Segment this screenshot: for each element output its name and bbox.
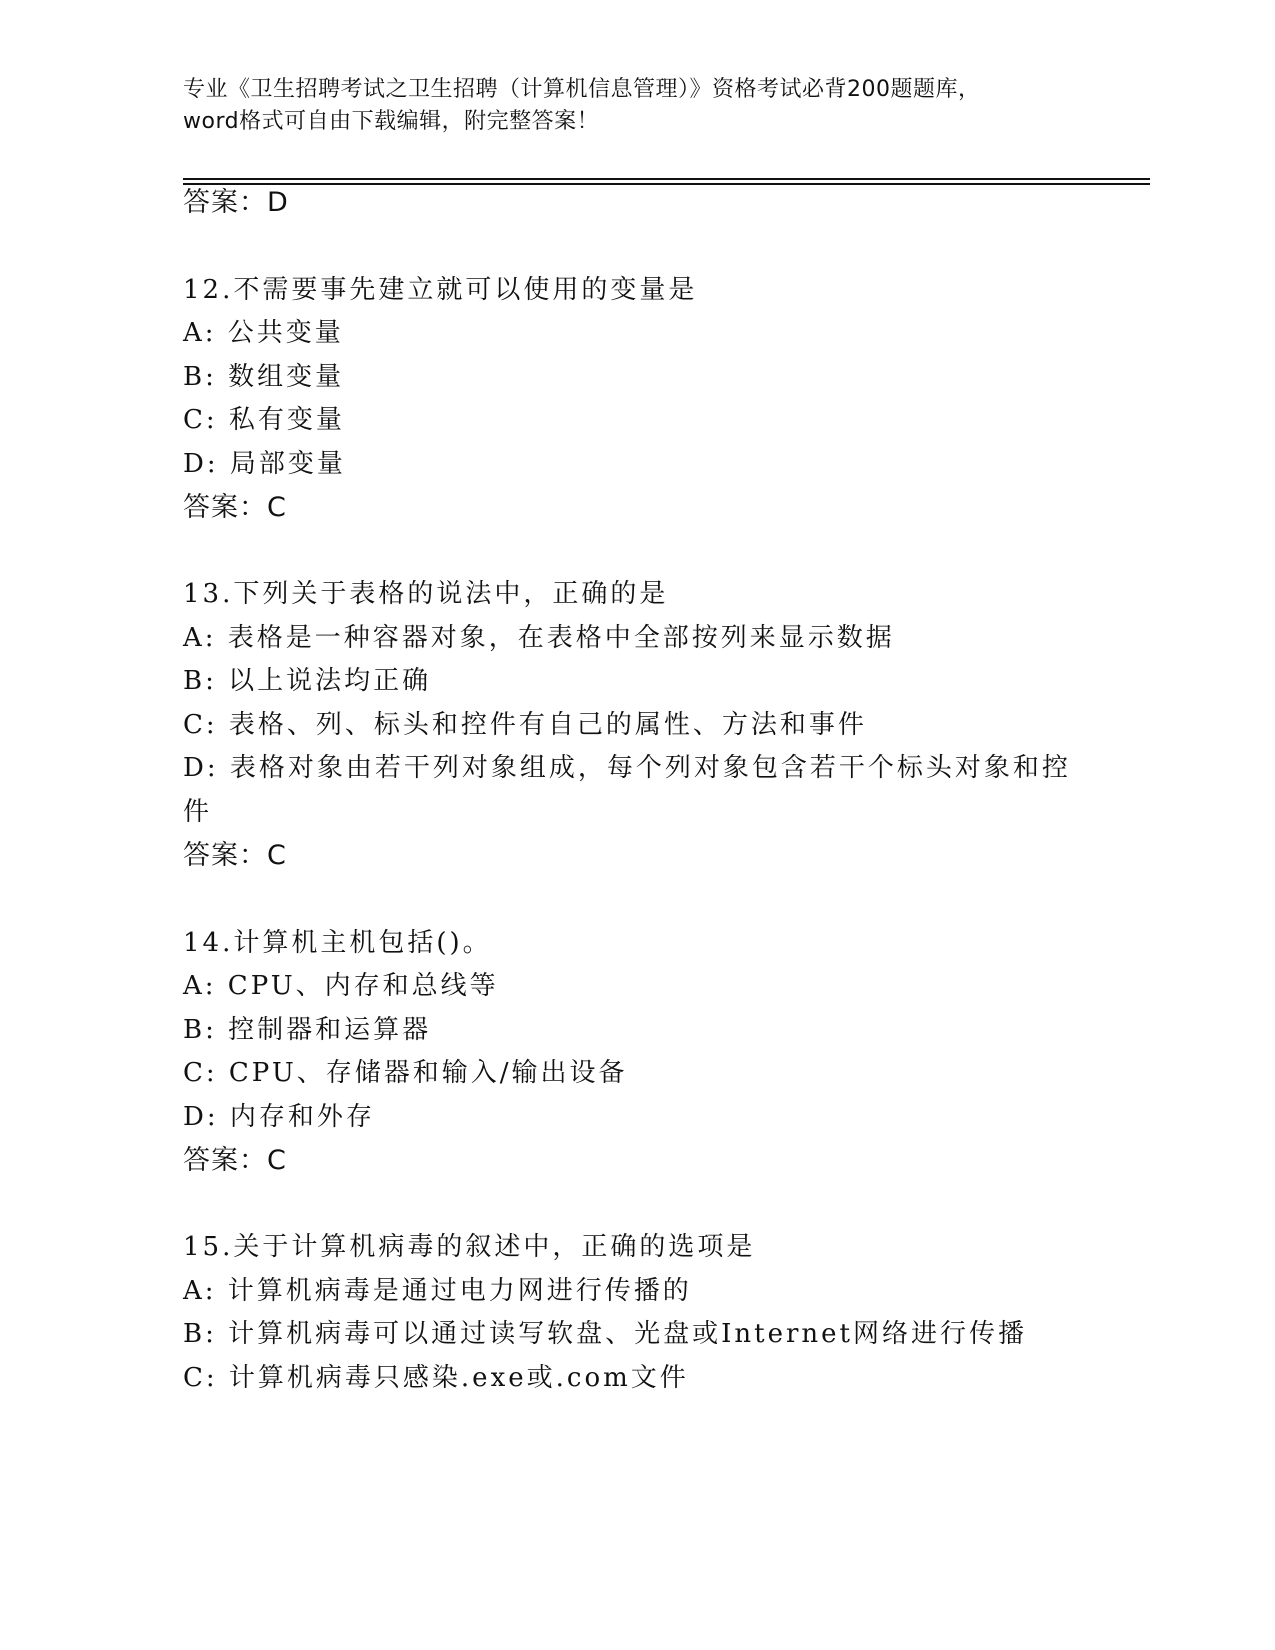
question-13-answer: 答案：C <box>183 840 287 871</box>
question-12-answer: 答案：C <box>183 492 287 523</box>
question-14-option-d: D: 内存和外存 <box>183 1102 375 1132</box>
question-13-option-d: D: 表格对象由若干列对象组成，每个列对象包含若干个标头对象和控 <box>183 753 1071 783</box>
header-divider-bottom <box>183 183 1150 185</box>
header-divider-top <box>183 178 1150 180</box>
question-12-option-d: D: 局部变量 <box>183 449 346 479</box>
question-14-option-c: C: CPU、存储器和输入/输出设备 <box>183 1058 628 1088</box>
question-15-option-a: A: 计算机病毒是通过电力网进行传播的 <box>183 1276 692 1306</box>
question-12-option-a: A: 公共变量 <box>183 318 344 348</box>
question-12-stem: 12.不需要事先建立就可以使用的变量是 <box>183 275 698 305</box>
question-12-option-b: B: 数组变量 <box>183 362 345 392</box>
question-15-stem: 15.关于计算机病毒的叙述中，正确的选项是 <box>183 1232 756 1262</box>
question-14-option-b: B: 控制器和运算器 <box>183 1015 432 1045</box>
question-15-option-c: C: 计算机病毒只感染.exe或.com文件 <box>183 1363 689 1393</box>
question-12-option-c: C: 私有变量 <box>183 405 345 435</box>
question-14-stem: 14.计算机主机包括()。 <box>183 928 492 958</box>
document-header-line-2: word格式可自由下载编辑，附完整答案！ <box>183 109 600 134</box>
answer-previous: 答案：D <box>183 187 289 218</box>
question-13-option-c: C: 表格、列、标头和控件有自己的属性、方法和事件 <box>183 710 867 740</box>
question-14-option-a: A: CPU、内存和总线等 <box>183 971 499 1001</box>
question-13-option-d-continued: 件 <box>183 797 213 827</box>
document-header-line-1: 专业《卫生招聘考试之卫生招聘（计算机信息管理）》资格考试必背200题题库， <box>183 77 981 102</box>
question-13-stem: 13.下列关于表格的说法中，正确的是 <box>183 579 669 609</box>
question-15-option-b: B: 计算机病毒可以通过读写软盘、光盘或Internet网络进行传播 <box>183 1319 1027 1349</box>
question-13-option-b: B: 以上说法均正确 <box>183 666 432 696</box>
question-13-option-a: A: 表格是一种容器对象，在表格中全部按列来显示数据 <box>183 623 895 653</box>
question-14-answer: 答案：C <box>183 1145 287 1176</box>
